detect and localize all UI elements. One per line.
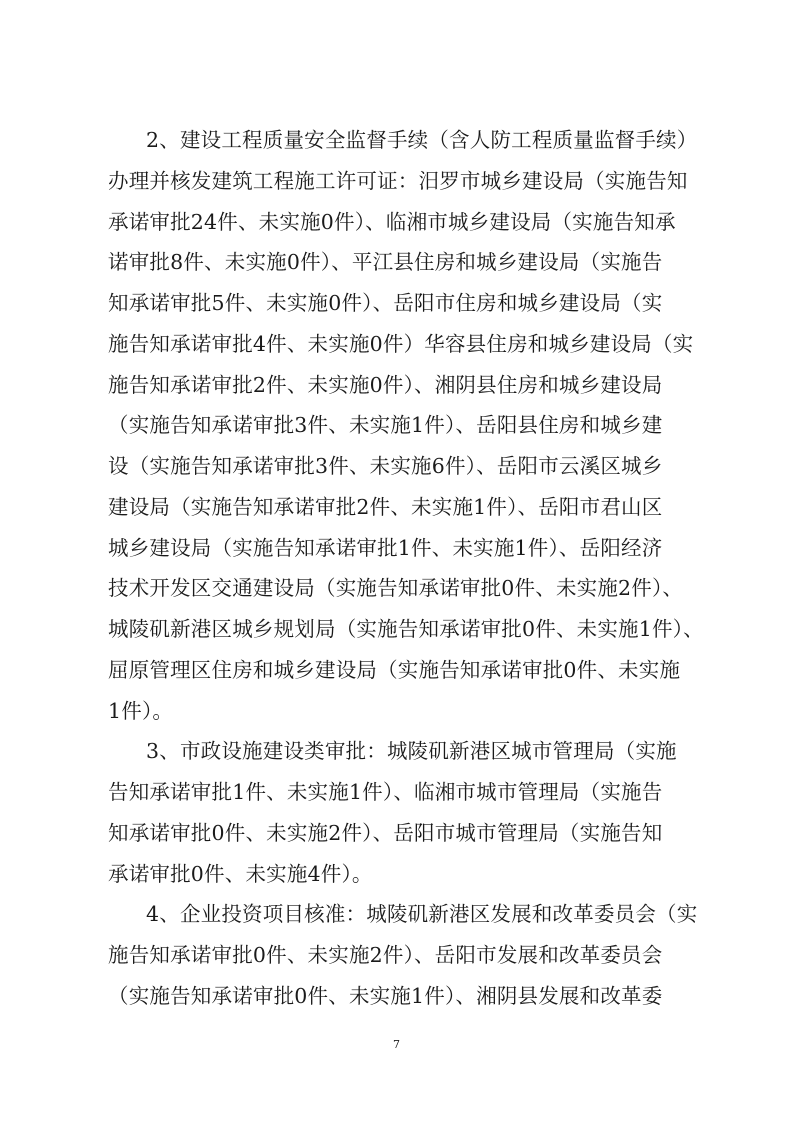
text-line: 知承诺审批5件、未实施0件）、岳阳市住房和城乡建设局（实 xyxy=(108,291,663,315)
text-line: 城陵矶新港区城乡规划局（实施告知承诺审批0件、未实施1件）、 xyxy=(108,617,704,641)
text-line: 施告知承诺审批2件、未实施0件）、湘阴县住房和城乡建设局 xyxy=(108,373,663,397)
text-line: 设（实施告知承诺审批3件、未实施6件）、岳阳市云溪区城乡 xyxy=(108,454,663,478)
text-line: 3、市政设施建设类审批：城陵矶新港区城市管理局（实施 xyxy=(146,739,677,763)
text-line: 诺审批8件、未实施0件）、平江县住房和城乡建设局（实施告 xyxy=(108,250,663,274)
text-line: （实施告知承诺审批0件、未实施1件）、湘阴县发展和改革委 xyxy=(108,984,663,1008)
page-number: 7 xyxy=(393,1038,400,1051)
text-line: 办理并核发建筑工程施工许可证：汨罗市城乡建设局（实施告知 xyxy=(108,169,688,193)
text-line: 1件）。 xyxy=(108,699,174,723)
text-line: 城乡建设局（实施告知承诺审批1件、未实施1件）、岳阳经济 xyxy=(108,536,663,560)
text-line: 4、企业投资项目核准：城陵矶新港区发展和改革委员会（实 xyxy=(146,902,698,926)
text-line: 承诺审批0件、未实施4件）。 xyxy=(108,862,373,886)
text-line: 施告知承诺审批4件、未实施0件）华容县住房和城乡建设局（实 xyxy=(108,332,694,356)
text-line: 施告知承诺审批0件、未实施2件）、岳阳市发展和改革委员会 xyxy=(108,943,663,967)
text-line: 告知承诺审批1件、未实施1件）、临湘市城市管理局（实施告 xyxy=(108,780,663,804)
text-line: 知承诺审批0件、未实施2件）、岳阳市城市管理局（实施告知 xyxy=(108,821,663,845)
text-line: 建设局（实施告知承诺审批2件、未实施1件）、岳阳市君山区 xyxy=(108,495,663,519)
text-line: 承诺审批24件、未实施0件）、临湘市城乡建设局（实施告知承 xyxy=(108,210,676,234)
text-line: 2、建设工程质量安全监督手续（含人防工程质量监督手续） xyxy=(146,128,698,152)
text-line: 技术开发区交通建设局（实施告知承诺审批0件、未实施2件）、 xyxy=(108,576,684,600)
text-line: （实施告知承诺审批3件、未实施1件）、岳阳县住房和城乡建 xyxy=(108,413,663,437)
text-line: 屈原管理区住房和城乡建设局（实施告知承诺审批0件、未实施 xyxy=(108,658,681,682)
